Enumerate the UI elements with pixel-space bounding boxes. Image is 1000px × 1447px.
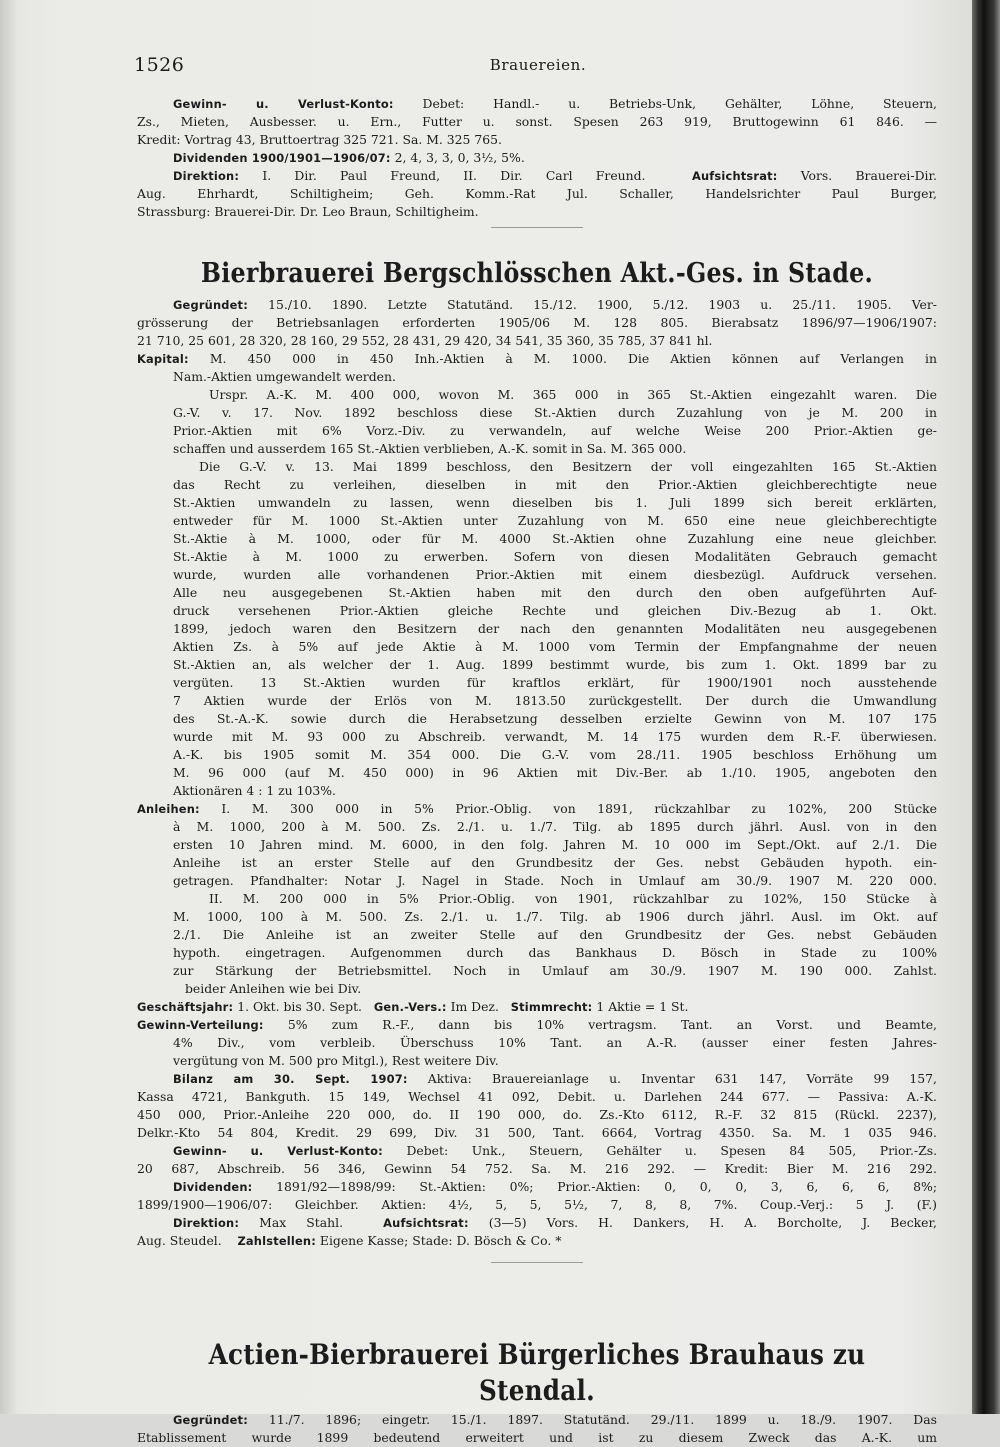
text-span: 5% zum R.-F., dann bis 10% vertragsm. Tant. an Vorst. und Beamte, [263,1017,937,1032]
text-span: 15./10. 1890. Letzte Statutänd. 15./12. 1900, 5./12. 1903 u. 25./11. 1905. Ver- [247,297,937,312]
text-line: das Recht zu verleihen, dieselben in mit den Prior.-Aktien gleichberechtigte neue [173,477,937,492]
text-line [137,1214,937,1232]
text-line: Kredit: Vortrag 43, Bruttoertrag 325 721. Sa. M. 325 765. [137,132,502,147]
text-span: Debet: Unk., Steuern, Gehälter u. Spesen 84 505, Prior.-Zs. [382,1143,938,1158]
text-line: St.-Aktien umwandeln zu lassen, wenn dieselben bis 1. Juli 1899 sich bereit erklärten, [173,495,937,510]
text-line: wurde mit M. 93 000 zu Abschreib. verwandt, M. 14 175 wurden dem R.-F. überwiesen. [173,729,937,744]
company-title: Actien-Bierbrauerei Bürgerliches Brauhaus zu Stendal. [208,1338,866,1407]
separator-rule [491,227,583,228]
text-line [137,350,937,368]
text-line: Zs., Mieten, Ausbesser. u. Ern., Futter u. sonst. Spesen 263 919, Bruttogewinn 61 846. — [137,114,937,129]
text-line: des St.-A.-K. sowie durch die Herabsetzung desselben erzielte Gewinn von M. 107 175 [173,711,937,726]
text-line: hypoth. eingetragen. Aufgenommen durch das Bankhaus D. Bösch in Stade zu 100% [173,945,937,960]
text-line: Etablissement wurde 1899 bedeutend erweitert und ist zu diesem Zweck das A.-K. um [137,1430,937,1445]
text-span: 11./7. 1896; eingetr. 15./1. 1897. Statutänd. 29./11. 1899 u. 18./9. 1907. Das [247,1412,937,1427]
text-line: M. 96 000 (auf M. 450 000) in 96 Aktien mit Div.-Ber. ab 1./10. 1905, angeboten den [173,765,937,780]
text-span: 1891/92—1898/99: St.-Aktien: 0%; Prior.-Aktien: 0, 0, 0, 3, 6, 6, 6, 8%; [252,1179,937,1194]
label-gegruendet: Gegründet: [173,298,248,312]
text-span: M. 450 000 in 450 Inh.-Aktien à M. 1000. Die Aktien können auf Verlangen in [188,351,937,366]
text-line [137,1232,937,1250]
running-head [134,54,942,80]
label-guv: Gewinn- u. Verlust-Konto: [173,97,394,111]
text-line: 2./1. Die Anleihe ist an zweiter Stelle auf den Grundbesitz der Ges. nebst Gebäuden [173,927,937,942]
text-line: beider Anleihen wie bei Div. [185,981,362,996]
label-stimmrecht: Stimmrecht: [510,1000,593,1014]
text-line [137,1411,937,1429]
text-line: Die G.-V. v. 13. Mai 1899 beschloss, den Besitzern der voll eingezahlten 165 St.-Aktien [199,459,937,474]
label-dividenden: Dividenden 1900/1901—1906/07: [173,151,391,165]
text-line: schaffen und ausserdem 165 St.-Aktien verblieben, A.-K. somit in Sa. M. 365 000. [173,441,687,456]
text-line: vergüten. 13 St.-Aktien wurden für kraftlos erklärt, für 1900/1901 noch ausstehende [173,675,937,690]
text-line: Kassa 4721, Bankguth. 15 149, Wechsel 41 092, Debit. u. Darlehen 244 677. — Passiva: A.-K. [137,1089,937,1104]
previous-entry [137,95,937,234]
company-title: Bierbrauerei Bergschlösschen Akt.-Ges. in Stade. [200,258,874,289]
text-line [137,296,937,314]
text-span: 1. Okt. bis 30. Sept. [233,999,362,1014]
text-line: 1899/1900—1906/07: Gleichber. Aktien: 4½, 5, 5, 5½, 7, 8, 8, 7%. Coup.-Verj.: 5 J. (F.) [137,1197,937,1212]
text-line [137,149,937,167]
label-gen-vers: Gen.-Vers.: [373,1000,447,1014]
text-line: 1899, jedoch waren den Besitzern der nach den genannten Modalitäten neu ausgegebenen [173,621,937,636]
label-gegruendet: Gegründet: [173,1413,248,1427]
text-span: Max Stahl. [239,1215,344,1230]
text-line: 450 000, Prior.-Anleihe 220 000, do. II 190 000, do. Zs.-Kto 6112, R.-F. 32 815 (Rückl. 2237), [137,1107,937,1122]
label-bilanz: Bilanz am 30. Sept. 1907: [173,1072,408,1086]
text-span: (3—5) Vors. H. Dankers, H. A. Borcholte, J. Becker, [468,1215,937,1230]
text-line [137,800,937,818]
text-span: Vors. Brauerei-Dir. [777,168,937,183]
text-line: à M. 1000, 200 à M. 500. Zs. 2./1. u. 1./7. Tilg. ab 1895 durch jährl. Ausl. von in den [173,819,937,834]
text-line: 7 Aktien wurde der Erlös von M. 1813.50 zurückgestellt. Der durch die Umwandlung [173,693,937,708]
text-line: G.-V. v. 17. Nov. 1892 beschloss diese St.-Aktien durch Zuzahlung von je M. 200 in [173,405,937,420]
text-line: 21 710, 25 601, 28 320, 28 160, 29 552, 28 431, 29 420, 34 541, 35 360, 35 785, 37 841 hl. [137,333,713,348]
text-line: M. 1000, 100 à M. 500. Zs. 2./1. u. 1./7. Tilg. ab 1906 durch jährl. Ausl. im Okt. auf [173,909,937,924]
text-span: Aug. Steudel. [137,1233,222,1248]
text-line [137,95,937,113]
label-gewinn-verteilung: Gewinn-Verteilung: [137,1018,264,1032]
separator-rule [491,1262,583,1263]
text-line [137,1178,937,1196]
text-line: Delkr.-Kto 54 804, Kredit. 29 699, Div. 31 500, Tant. 6664, Vortrag 4350. Sa. M. 1 035 946. [137,1125,937,1140]
page-number: 1526 [134,54,185,76]
text-line: Urspr. A.-K. M. 400 000, wovon M. 365 000 in 365 St.-Aktien eingezahlt waren. Die [209,387,937,402]
text-span: 2, 4, 3, 3, 0, 3½, 5%. [390,150,525,165]
text-line: Nam.-Aktien umgewandelt werden. [173,369,396,384]
text-line: getragen. Pfandhalter: Notar J. Nagel in Stade. Noch in Umlauf am 30./9. 1907 M. 220 000. [173,873,937,888]
text-span: I. Dir. Paul Freund, II. Dir. Carl Freund. [239,168,646,183]
book-spine-shadow [972,0,1000,1414]
text-line: 4% Div., vom verbleib. Überschuss 10% Tant. an A.-R. (ausser einer festen Jahres- [173,1035,937,1050]
text-line: Aktien Zs. à 5% auf jede Aktie à M. 1000 vom Termin der Empfangnahme der neuen [173,639,937,654]
text-line: St.-Aktien an, als welcher der 1. Aug. 1899 bestimmt wurde, bis zum 1. Okt. 1899 bar zu [173,657,937,672]
text-line: Prior.-Aktien mit 6% Vorz.-Div. zu verwandeln, auf welche Weise 200 Prior.-Aktien ge- [173,423,937,438]
entry-stendal [137,1337,937,1447]
text-line: druck versehenen Prior.-Aktien gleiche Rechte und gleichen Div.-Bezug ab 1. Okt. [173,603,937,618]
label-aufsichtsrat: Aufsichtsrat: [691,169,778,183]
text-line [137,167,937,185]
text-span: Eigene Kasse; Stade: D. Bösch & Co. * [315,1233,562,1248]
text-span: Aktiva: Brauereianlage u. Inventar 631 147, Vorräte 99 157, [407,1071,937,1086]
entry-stade [137,256,937,1269]
text-line: entweder für M. 1000 St.-Aktien unter Zuzahlung von M. 650 eine neue gleichberechtigte [173,513,937,528]
text-line [137,1142,937,1160]
label-guv: Gewinn- u. Verlust-Konto: [173,1144,383,1158]
text-line: vergütung von M. 500 pro Mitgl.), Rest weitere Div. [173,1053,499,1068]
text-line: Aug. Ehrhardt, Schiltigheim; Geh. Komm.-Rat Jul. Schaller, Handelsrichter Paul Burger, [137,186,937,201]
text-line: Aktionären 4 : 1 zu 103%. [173,783,336,798]
text-line: II. M. 200 000 in 5% Prior.-Oblig. von 1901, rückzahlbar zu 102%, 150 Stücke à [209,891,937,906]
text-line: A.-K. bis 1905 somit M. 354 000. Die G.-V. vom 28./11. 1905 beschloss Erhöhung um [173,747,937,762]
text-line: St.-Aktie à M. 1000 zu erwerben. Sofern von diesen Modalitäten Gebrauch gemacht [173,549,937,564]
label-zahlstellen: Zahlstellen: [237,1234,316,1248]
text-line: Alle neu ausgegebenen St.-Aktien haben mit den durch den oben aufgeführten Auf- [173,585,937,600]
text-span: Debet: Handl.- u. Betriebs-Unk, Gehälter, Löhne, Steuern, [393,96,937,111]
label-dividenden: Dividenden: [173,1180,253,1194]
label-anleihen: Anleihen: [137,802,200,816]
text-line: Anleihe ist an erster Stelle auf den Grundbesitz der Ges. nebst Gebäuden hypoth. ein- [173,855,937,870]
label-aufsichtsrat: Aufsichtsrat: [383,1216,469,1230]
label-direktion: Direktion: [173,169,240,183]
text-line [137,1016,937,1034]
text-span: Im Dez. [446,999,499,1014]
label-kapital: Kapital: [137,352,189,366]
text-line [137,998,937,1016]
text-line: zur Stärkung der Betriebsmittel. Noch in Umlauf am 30./9. 1907 M. 190 000. Zahlst. [173,963,937,978]
section-title: Brauereien. [489,56,587,74]
text-span: I. M. 300 000 in 5% Prior.-Oblig. von 1891, rückzahlbar zu 102%, 200 Stücke [199,801,937,816]
text-line: grösserung der Betriebsanlagen erforderten 1905/06 M. 128 805. Bierabsatz 1896/97—1906/1907: [137,315,937,330]
text-line: 20 687, Abschreib. 56 346, Gewinn 54 752. Sa. M. 216 292. — Kredit: Bier M. 216 292. [137,1161,937,1176]
text-span: 1 Aktie = 1 St. [592,999,689,1014]
text-line: St.-Aktie à M. 1000, oder für M. 4000 St.-Aktien ohne Zuzahlung eine neue gleichber. [173,531,937,546]
text-line: wurde, wurden alle vorhandenen Prior.-Aktien mit einem diesbezügl. Aufdruck versehen. [173,567,937,582]
label-direktion: Direktion: [173,1216,240,1230]
text-line: Strassburg: Brauerei-Dir. Dr. Leo Braun, Schiltigheim. [137,204,479,219]
label-geschaeftsjahr: Geschäftsjahr: [137,1000,234,1014]
text-line [137,1070,937,1088]
text-line: ersten 10 Jahren mind. M. 6000, in den folg. Jahren M. 10 000 im Sept./Okt. auf 2./1. Die [173,837,937,852]
